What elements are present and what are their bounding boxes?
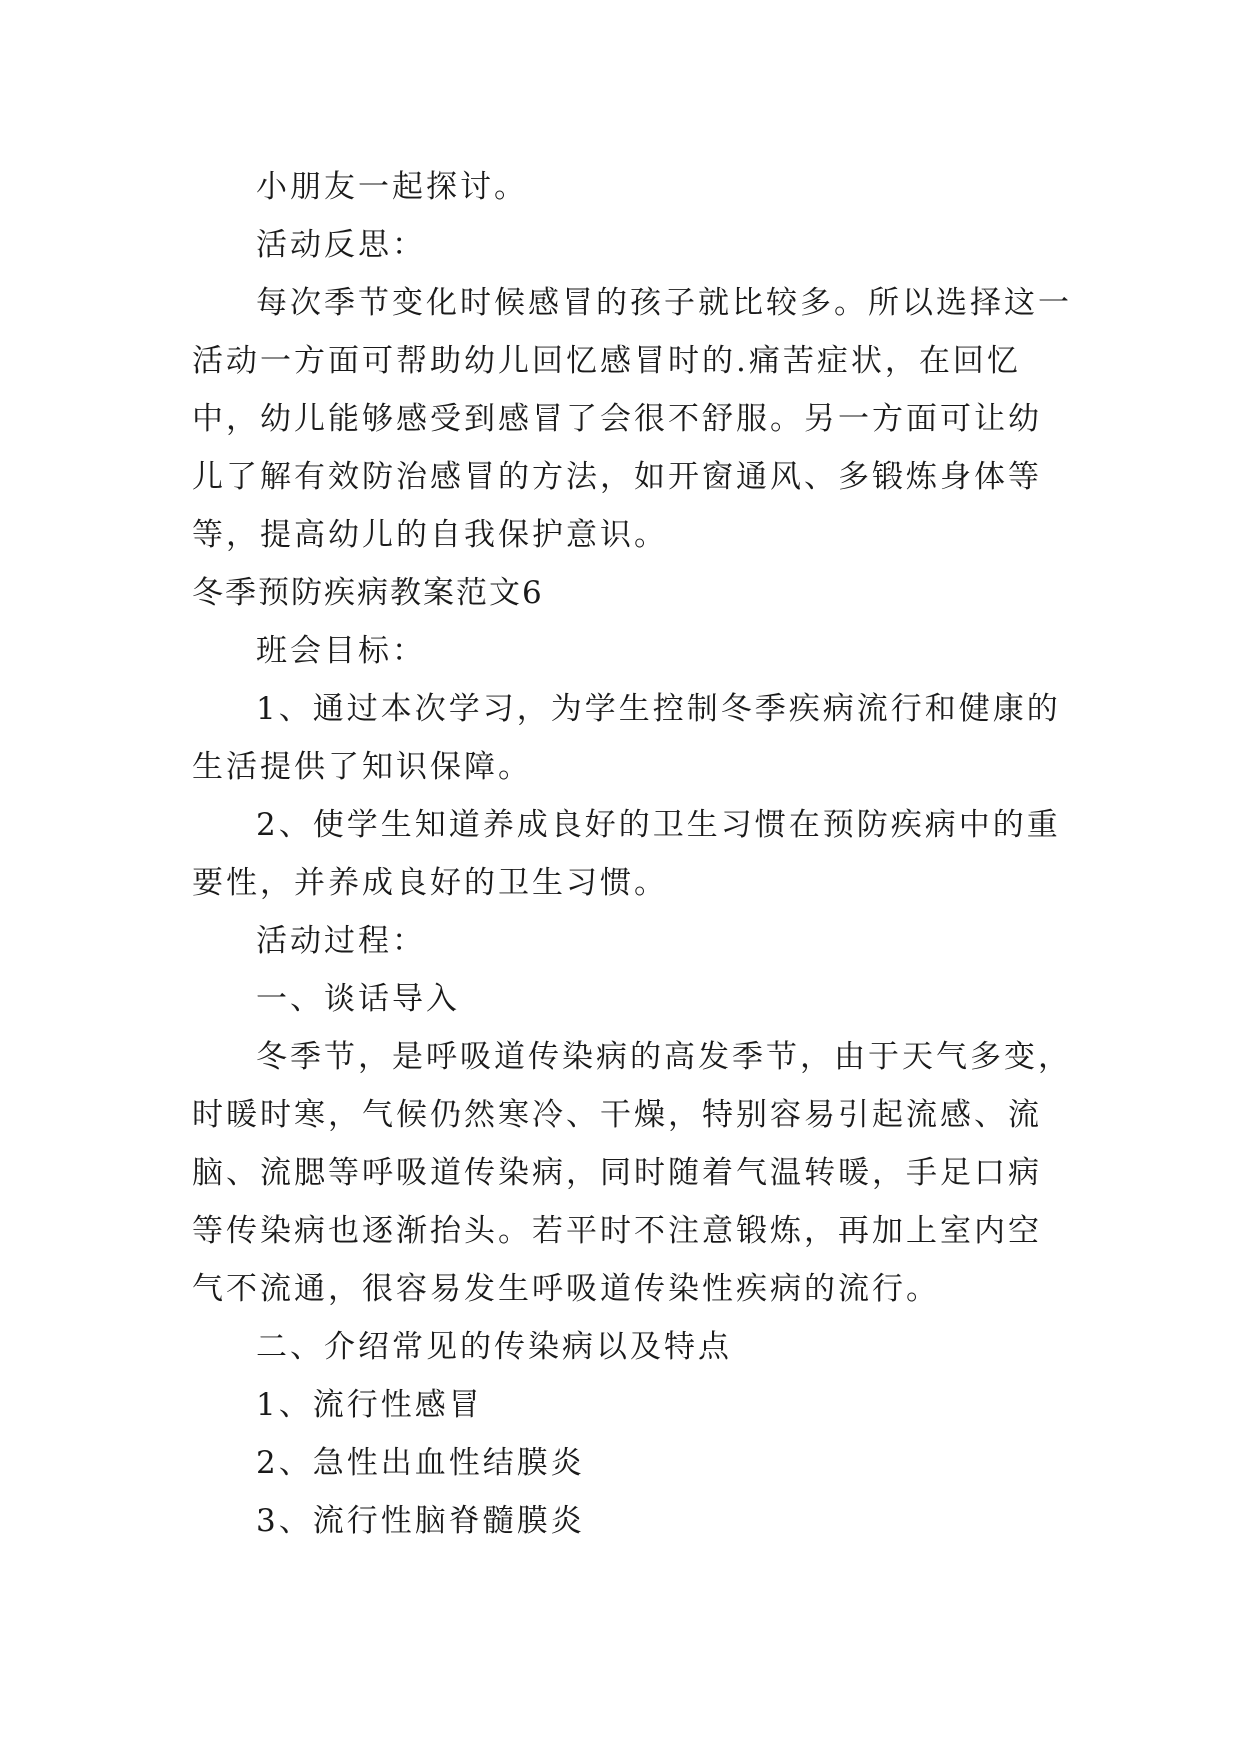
document-heading: 冬季预防疾病教案范文6: [192, 575, 544, 611]
paragraph: 每次季节变化时候感冒的孩子就比较多。所以选择这一活动一方面可帮助幼儿回忆感冒时的.痛苦症状，在回忆中，幼儿能够感受到感冒了会很不舒服。另一方面可让幼儿了解有效防治感冒的方法，如开窗通风、多锻炼身体等等，提高幼儿的自我保护意识。: [192, 285, 1072, 553]
paragraph: 冬季节，是呼吸道传染病的高发季节，由于天气多变，时暖时寒，气候仍然寒冷、干燥，特别容易引起流感、流脑、流腮等呼吸道传染病，同时随着气温转暖，手足口病等传染病也逐渐抬头。若平时不注意锻炼，再加上室内空气不流通，很容易发生呼吸道传染性疾病的流行。: [192, 1039, 1072, 1307]
list-item: 1、流行性感冒: [256, 1387, 483, 1423]
subsection-heading: 二、介绍常见的传染病以及特点: [256, 1329, 732, 1365]
subsection-heading: 一、谈话导入: [256, 981, 460, 1017]
paragraph: 小朋友一起探讨。: [256, 169, 528, 205]
list-item: 3、流行性脑脊髓膜炎: [256, 1503, 585, 1539]
section-label-reflection: 活动反思：: [256, 227, 426, 263]
document-body: [192, 158, 1072, 1550]
list-item: 2、使学生知道养成良好的卫生习惯在预防疾病中的重要性，并养成良好的卫生习惯。: [192, 807, 1061, 901]
section-label-process: 活动过程：: [256, 923, 426, 959]
list-item: 1、通过本次学习，为学生控制冬季疾病流行和健康的生活提供了知识保障。: [192, 691, 1061, 785]
list-item: 2、急性出血性结膜炎: [256, 1445, 585, 1481]
section-label-goals: 班会目标：: [256, 633, 426, 669]
